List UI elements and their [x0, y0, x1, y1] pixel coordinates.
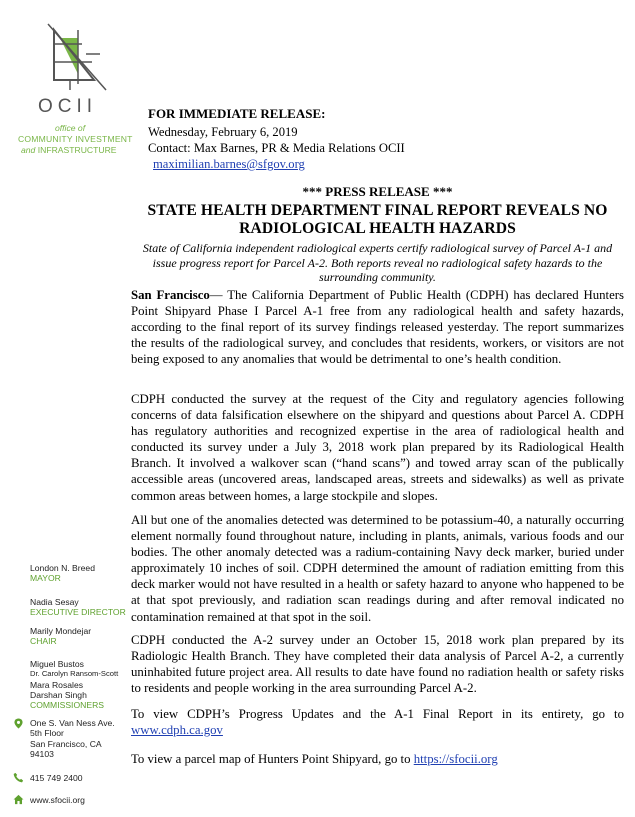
dateline: San Francisco — [131, 288, 210, 302]
location-pin-icon — [13, 718, 24, 729]
phone-icon — [13, 772, 24, 783]
address-line: 94103 — [30, 748, 54, 759]
commissioner-name: Dr. Carolyn Ransom-Scott — [30, 669, 119, 679]
org-name-line1: office of — [55, 123, 86, 133]
org-name-infrastructure: INFRASTRUCTURE — [37, 145, 117, 155]
address-line: San Francisco, CA — [30, 738, 102, 749]
subtitle: State of California independent radiological experts certify radiological survey of Parcel A-1 and issue progress report for Parcel A-2. Both reports reveal no radiological safety hazards to the surrounding community. — [142, 241, 613, 284]
paragraph-6 — [131, 751, 624, 767]
executive-director-name: Nadia Sesay — [30, 597, 79, 607]
sidebar-executive-director — [30, 597, 126, 618]
org-name-line2: COMMUNITY INVESTMENT — [18, 134, 133, 144]
chair-role: CHAIR — [30, 636, 57, 647]
sidebar-commissioners — [30, 659, 118, 710]
address-line: 5th Floor — [30, 728, 64, 739]
paragraph-1-text: — The California Department of Public Health (CDPH) has declared Hunters Point Shipyard Phase I Parcel A-1 free from any radiological health and safety hazards, according to the final report of its survey findings released yesterday. The report summarizes the results of the radiological survey, and concludes that residents, workers, or visitors are not being exposed to any anomalies that would be detrimental to one’s health condition. — [131, 288, 624, 367]
address-line: One S. Van Ness Ave. — [30, 718, 115, 728]
mayor-name: London N. Breed — [30, 563, 95, 573]
home-icon — [13, 794, 24, 805]
paragraph-2: CDPH conducted the survey at the request of the City and regulatory agencies following concerns of data falsification elsewhere on the shipyard and questions about Parcel A. CDPH has regulatory authorities and recognized expertise in the area of radiological health and conducted its survey under a July 3, 2018 work plan prepared by its Radiological Health Branch. It involved a walkover scan (“hand scans”) and towed array scan of the publically accessible areas (uncovered areas, landscaped areas, streets and sidewalks) as well as private common areas between homes, a large stockpile and slopes. — [131, 392, 624, 503]
sidebar-chair — [30, 626, 91, 647]
contact-line: Contact: Max Barnes, PR & Media Relations OCII — [148, 141, 405, 155]
org-name-line3 — [21, 145, 117, 156]
org-abbreviation: OCII — [38, 96, 98, 117]
mayor-role: MAYOR — [30, 573, 61, 584]
cdph-link[interactable]: www.cdph.ca.gov — [131, 723, 223, 738]
executive-director-role: EXECUTIVE DIRECTOR — [30, 607, 126, 618]
chair-name: Marily Mondejar — [30, 626, 92, 636]
paragraph-3: All but one of the anomalies detected was determined to be potassium-40, a naturally occurring element normally found throughout nature, including in plants, animals, various foods and our bodies. The other anomaly detected was a radium-containing Navy deck marker, buried under approximately 10 inches of soil. CDPH determined the amount of radiation emitting from this deck marker would not have resulted in a health or safety hazard to anyone who happened to be at that spot previously, and radiation scan readings during and after removal indicated no contamination remained at that spot in the soil. — [131, 513, 624, 624]
sidebar-address — [30, 718, 115, 759]
release-date: Wednesday, February 6, 2019 — [148, 125, 298, 139]
org-name-and: and — [21, 145, 36, 155]
paragraph-4: CDPH conducted the A-2 survey under an October 15, 2018 work plan prepared by its Radiologic Health Branch. They have completed their data analysis of Parcel A-2, a currently uninhabited future project area. All results to date have found no radiation health or safety risks to residents and people working in the area surrounding Parcel A-2. — [131, 633, 624, 696]
ocii-logo-icon — [30, 14, 114, 98]
paragraph-1 — [131, 287, 624, 367]
sfocii-link[interactable]: https://sfocii.org — [413, 752, 498, 766]
sidebar-website-link[interactable]: www.sfocii.org — [30, 795, 85, 805]
contact-email-link[interactable]: maximilian.barnes@sfgov.org — [153, 157, 305, 171]
commissioners-role: COMMISSIONERS — [30, 700, 105, 711]
paragraph-6-text: To view a parcel map of Hunters Point Shipyard, go to — [131, 752, 411, 766]
sidebar-phone: 415 749 2400 — [30, 773, 83, 783]
paragraph-5 — [131, 706, 624, 738]
paragraph-5-text: To view CDPH’s Progress Updates and the A-1 Final Report in its entirety, go to — [131, 707, 624, 721]
sidebar-mayor — [30, 563, 95, 584]
release-label: FOR IMMEDIATE RELEASE: — [148, 106, 326, 121]
commissioner-name: Mara Rosales — [30, 679, 84, 690]
press-release-label: *** PRESS RELEASE *** — [302, 184, 453, 199]
commissioner-name: Darshan Singh — [30, 689, 87, 700]
commissioner-name: Miguel Bustos — [30, 659, 84, 669]
headline: STATE HEALTH DEPARTMENT FINAL REPORT REVEALS NO RADIOLOGICAL HEALTH HAZARDS — [147, 202, 608, 237]
